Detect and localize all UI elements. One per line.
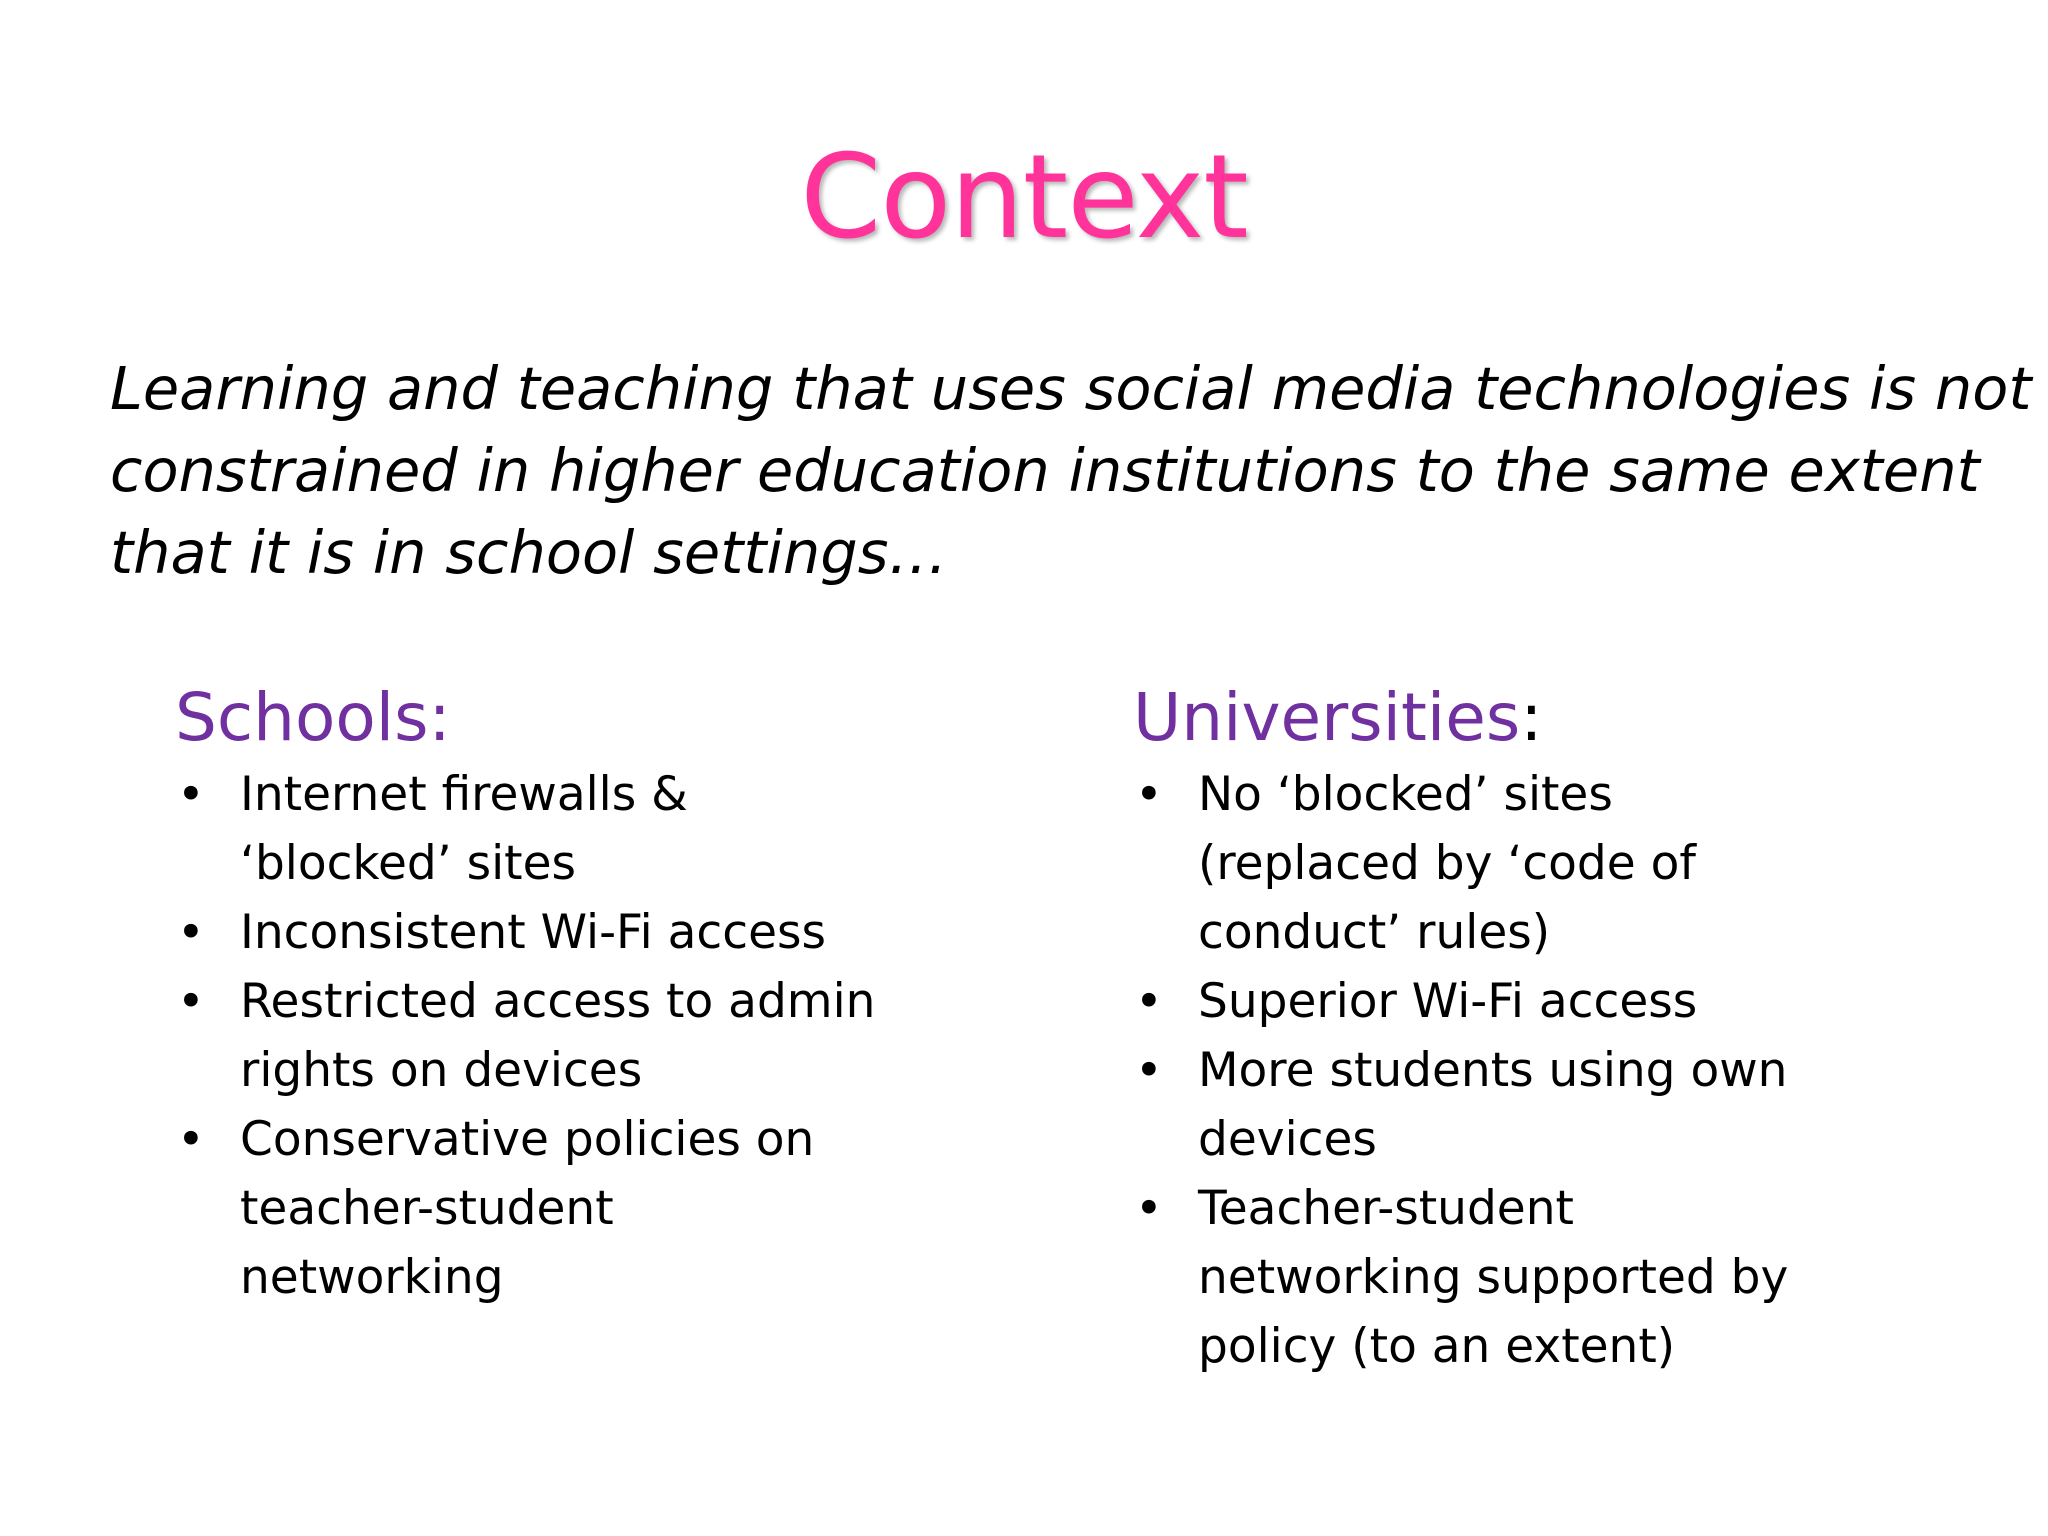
schools-list bbox=[175, 760, 935, 1312]
list-item bbox=[1133, 760, 1953, 967]
list-item-line: Teacher-student bbox=[1198, 1181, 1574, 1236]
list-item bbox=[175, 967, 935, 1105]
bullet-icon: • bbox=[1135, 1043, 1163, 1098]
list-item-line: Inconsistent Wi-Fi access bbox=[240, 905, 827, 960]
bullet-icon: • bbox=[1135, 1181, 1163, 1236]
universities-list bbox=[1133, 760, 1953, 1381]
schools-column bbox=[175, 676, 935, 1312]
list-item-line: ‘blocked’ sites bbox=[240, 836, 576, 891]
list-item-line: Internet firewalls & bbox=[240, 767, 688, 822]
list-item-line: (replaced by ‘code of bbox=[1198, 836, 1696, 891]
bullet-icon: • bbox=[1135, 974, 1163, 1029]
universities-heading-text: Universities bbox=[1133, 679, 1521, 756]
list-item-line: Conservative policies on bbox=[240, 1112, 815, 1167]
universities-column bbox=[1133, 676, 1953, 1381]
intro-line: constrained in higher education institutions to the same extent bbox=[110, 436, 1980, 505]
list-item bbox=[175, 1105, 935, 1312]
list-item bbox=[175, 898, 935, 967]
list-item-line: networking bbox=[240, 1250, 504, 1305]
schools-heading-text: Schools bbox=[175, 679, 429, 756]
intro-paragraph bbox=[110, 348, 2032, 594]
list-item-line: More students using own bbox=[1198, 1043, 1788, 1098]
intro-line: Learning and teaching that uses social media technologies is not bbox=[110, 354, 2032, 423]
slide-title: Context bbox=[800, 130, 1248, 265]
list-item-line: devices bbox=[1198, 1112, 1377, 1167]
bullet-icon: • bbox=[177, 974, 205, 1029]
list-item-line: networking supported by bbox=[1198, 1250, 1789, 1305]
list-item bbox=[175, 760, 935, 898]
bullet-icon: • bbox=[1135, 767, 1163, 822]
list-item-line: Superior Wi-Fi access bbox=[1198, 974, 1698, 1029]
list-item-line: Restricted access to admin bbox=[240, 974, 876, 1029]
list-item bbox=[1133, 967, 1953, 1036]
list-item-line: policy (to an extent) bbox=[1198, 1319, 1676, 1374]
list-item-line: rights on devices bbox=[240, 1043, 643, 1098]
bullet-icon: • bbox=[177, 1112, 205, 1167]
schools-heading-colon: : bbox=[428, 679, 451, 756]
list-item-line: conduct’ rules) bbox=[1198, 905, 1551, 960]
bullet-icon: • bbox=[177, 767, 205, 822]
bullet-icon: • bbox=[177, 905, 205, 960]
intro-line: that it is in school settings… bbox=[110, 518, 948, 587]
list-item-line: teacher-student bbox=[240, 1181, 614, 1236]
list-item-line: No ‘blocked’ sites bbox=[1198, 767, 1613, 822]
universities-heading bbox=[1133, 676, 1953, 760]
list-item bbox=[1133, 1036, 1953, 1174]
schools-heading bbox=[175, 676, 935, 760]
universities-heading-colon: : bbox=[1520, 679, 1543, 756]
list-item bbox=[1133, 1174, 1953, 1381]
